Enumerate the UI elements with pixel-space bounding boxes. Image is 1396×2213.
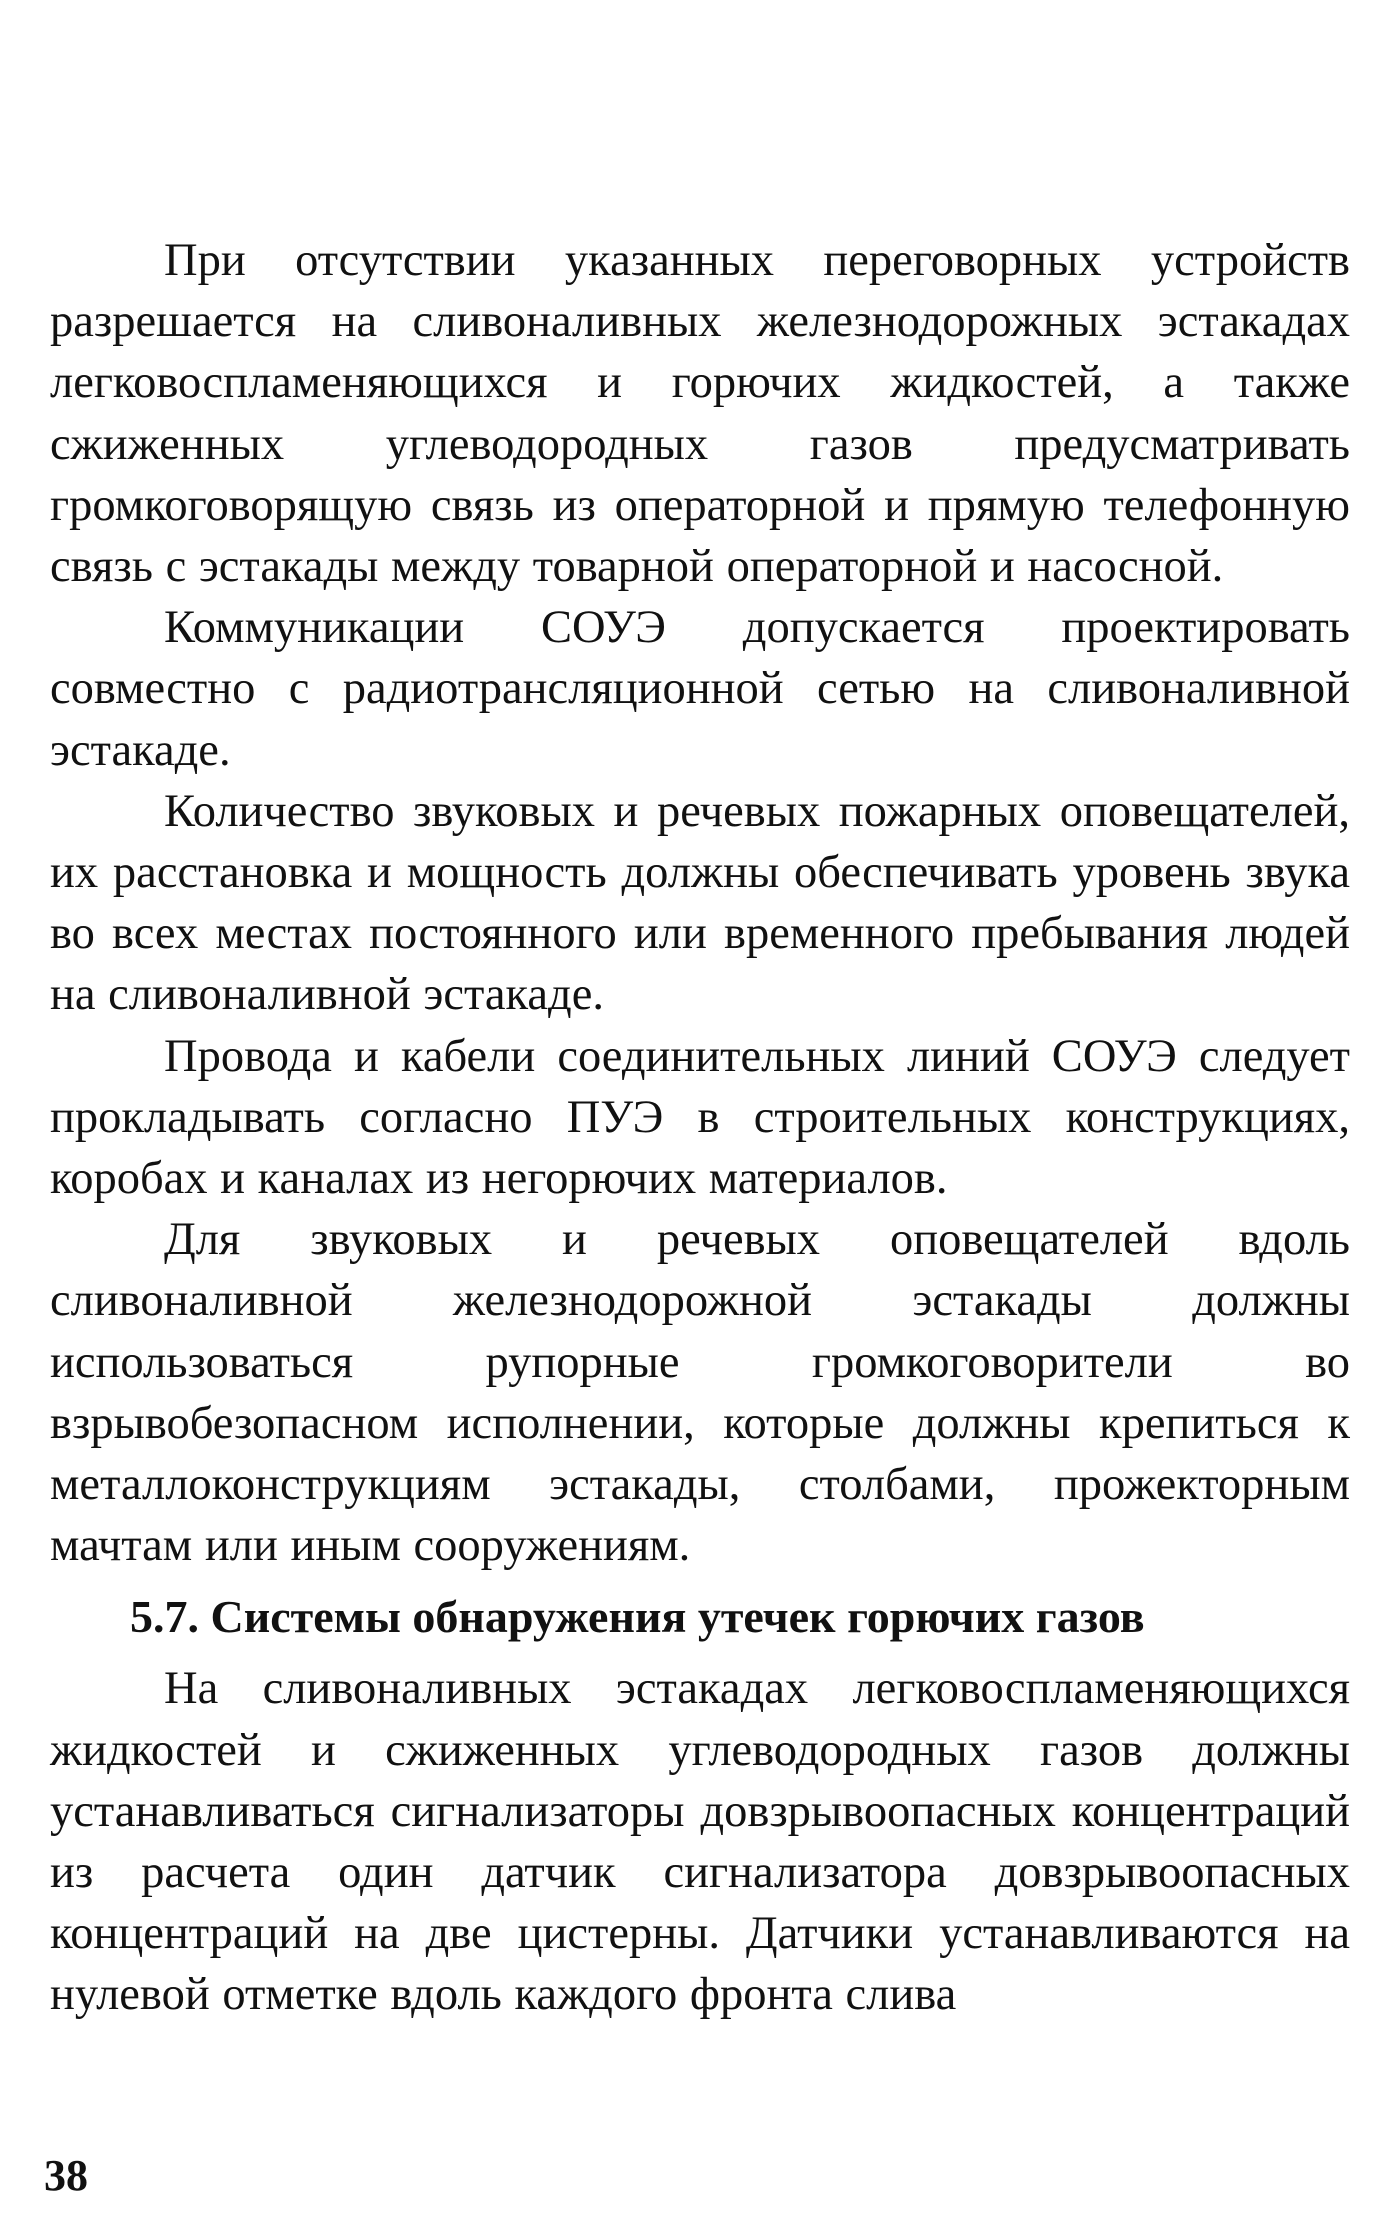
section-heading: 5.7. Системы обнаружения утечек горючих газов xyxy=(130,1591,1145,1643)
paragraph-intercom-alternatives: При отсутствии указанных переговорных устройств разрешается на сливоналивных железнодорожных эстакадах легковоспламеняющихся и горючих жидкостей, а также сжиженных углеводородных газов предусматривать громкоговорящую связь из операторной и прямую телефонную связь с эстакады между товарной операторной и насосной. xyxy=(50,235,1350,593)
paragraph-soue-communications: Коммуникации СОУЭ допускается проектировать совместно с радиотрансляционной сетью на сливоналивной эстакаде. xyxy=(50,602,1350,776)
paragraph-alarm-count: Количество звуковых и речевых пожарных оповещателей, их расстановка и мощность должны обеспечивать уровень звука во всех местах постоянного или временного пребывания людей на сливоналивной эстакаде. xyxy=(50,785,1350,1021)
paragraph-loudspeakers: Для звуковых и речевых оповещателей вдоль сливоналивной железнодорожной эстакады должны использоваться рупорные громкоговорители во взрывобезопасном исполнении, которые должны крепиться к металлоконструкциям эстакады, столбами, прожекторным мачтам или иным сооружениям. xyxy=(50,1214,1350,1572)
paragraph-cables: Провода и кабели соединительных линий СОУЭ следует прокладывать согласно ПУЭ в строительных конструкциях, коробах и каналах из негорючих материалов. xyxy=(50,1030,1350,1205)
page-number: 38 xyxy=(44,2151,88,2200)
page-body xyxy=(50,230,1350,2026)
paragraph-gas-detectors: На сливоналивных эстакадах легковоспламеняющихся жидкостей и сжиженных углеводородных газов должны устанавливаться сигнализаторы довзрывоопасных концентраций из расчета один датчик сигнализатора довзрывоопасных концентраций на две цистерны. Датчики устанавливаются на нулевой отметке вдоль каждого фронта слива xyxy=(50,1663,1350,2021)
